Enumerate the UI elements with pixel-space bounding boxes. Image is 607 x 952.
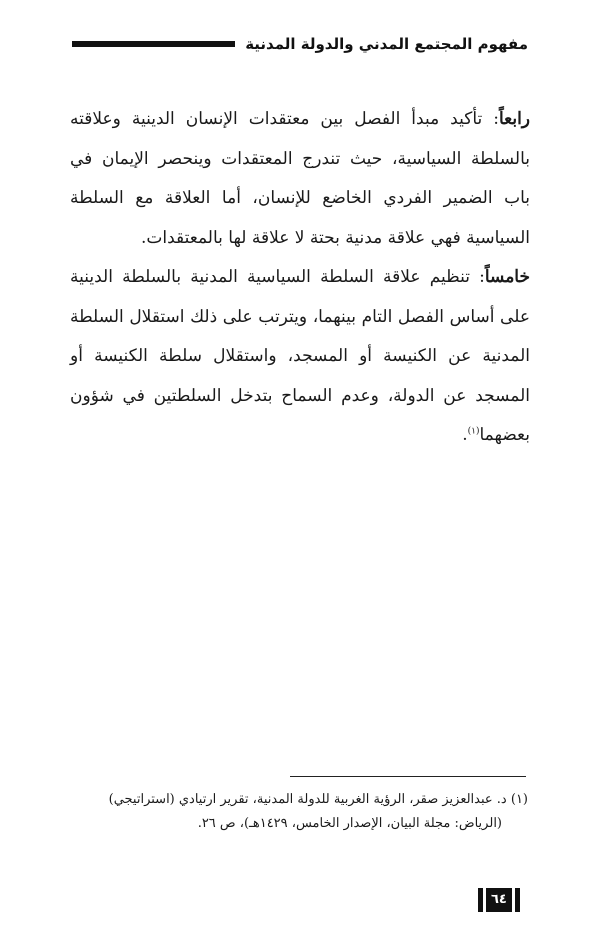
page-number-bar-right bbox=[515, 888, 520, 912]
body-text bbox=[70, 100, 530, 456]
paragraph-lead: خامساً bbox=[484, 267, 530, 287]
header-rule bbox=[72, 41, 235, 47]
footnote-reference[interactable]: (١) bbox=[467, 426, 480, 437]
footnote bbox=[90, 788, 528, 836]
paragraph-lead: رابعاً bbox=[498, 109, 530, 129]
running-title: مفهوم المجتمع المدني والدولة المدنية bbox=[245, 35, 528, 53]
footnote-line-1: (١) د. عبدالعزيز صقر، الرؤية الغربية للدولة المدنية، تقرير ارتيادي (استراتيجي) bbox=[108, 792, 528, 807]
paragraph-text: : تنظيم علاقة السلطة السياسية المدنية بالسلطة الدينية على أساس الفصل التام بينهما، ويترتب على ذلك استقلال السلطة المدنية عن الكنيسة أو المسجد، واستقلال سلطة الكنيسة أو المسجد عن الدولة، وعدم السماح بتدخل السلطتين في شؤون بعضهما bbox=[70, 267, 530, 445]
footnote-line-2: (الرياض: مجلة البيان، الإصدار الخامس، ١٤٢٩هـ)، ص ٢٦. bbox=[197, 816, 502, 831]
page-number-box bbox=[478, 888, 520, 912]
paragraph-text: : تأكيد مبدأ الفصل بين معتقدات الإنسان الدينية وعلاقته بالسلطة السياسية، حيث تندرج المعتقدات وينحصر الإيمان في باب الضمير الفردي الخاضع للإنسان، أما العلاقة مع السلطة السياسية فهي علاقة مدنية بحتة لا علاقة لها بالمعتقدات. bbox=[70, 109, 530, 248]
footnote-separator bbox=[290, 776, 526, 777]
paragraph-fourth bbox=[70, 100, 530, 258]
paragraph-tail: . bbox=[462, 425, 468, 445]
paragraph-fifth bbox=[70, 258, 530, 456]
running-header bbox=[72, 30, 528, 58]
page-number: ٦٤ bbox=[486, 888, 512, 912]
